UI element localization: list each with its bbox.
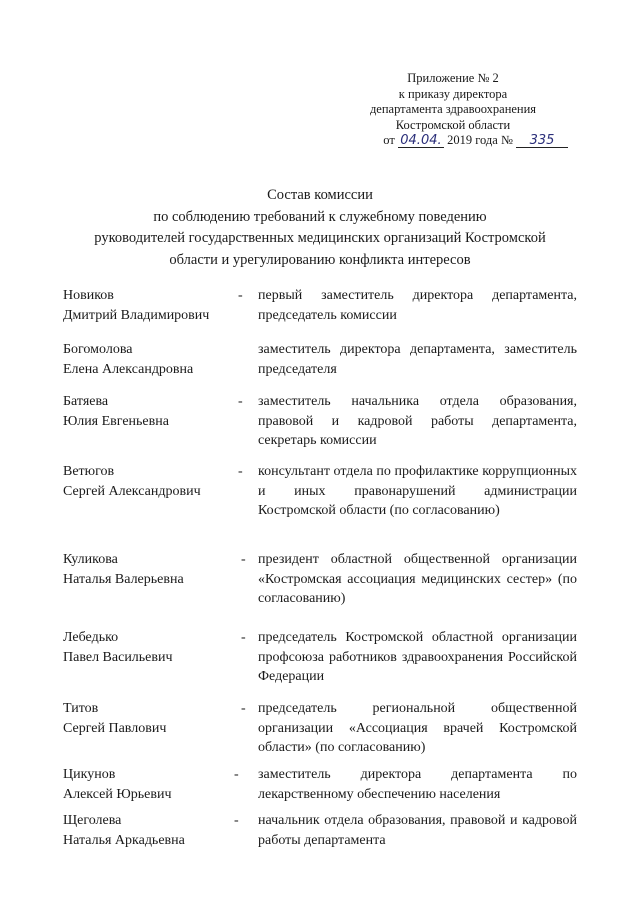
appendix-header	[348, 71, 558, 149]
member-role: председатель Костромской областной организации профсоюза работников здравоохранения Российской Федерации	[258, 630, 577, 684]
member-given-names: Дмитрий Владимирович	[63, 308, 210, 323]
title-line-4: области и урегулированию конфликта интересов	[169, 251, 471, 268]
title-line-3: руководителей государственных медицинских организаций Костромской	[94, 230, 546, 246]
member-dash: -	[238, 394, 243, 409]
date-prefix: от	[383, 133, 395, 147]
title-line-2: по соблюдению требований к служебному поведению	[153, 208, 487, 225]
member-given-names: Павел Васильевич	[63, 650, 173, 665]
member-name	[63, 550, 238, 590]
member-role: президент областной общественной организации «Костромская ассоциация медицинских сестер» (по согласованию)	[258, 552, 577, 606]
year-text: 2019 года №	[447, 133, 513, 147]
member-given-names: Сергей Павлович	[63, 721, 167, 736]
handwritten-date: 04.04.	[398, 134, 444, 148]
appendix-number: Приложение № 2	[407, 71, 499, 85]
member-surname: Щеголева	[63, 813, 122, 828]
member-dash: -	[241, 630, 246, 645]
member-dash: -	[241, 701, 246, 716]
member-dash: -	[238, 464, 243, 479]
member-given-names: Юлия Евгеньевна	[63, 414, 169, 429]
member-surname: Цикунов	[63, 767, 116, 782]
member-surname: Ветюгов	[63, 464, 115, 479]
member-name	[63, 462, 238, 502]
appendix-order-ref: к приказу директора	[398, 86, 508, 101]
member-role: консультант отдела по профилактике коррупционных и иных правонарушений администрации Костромской области (по согласованию)	[258, 464, 577, 518]
member-name	[63, 811, 238, 851]
member-role: заместитель директора департамента, заместитель председателя	[258, 342, 577, 377]
title-line-1: Состав комиссии	[267, 187, 373, 203]
member-surname: Богомолова	[63, 342, 133, 357]
member-name	[63, 699, 238, 739]
member-name	[63, 392, 238, 432]
document-title	[0, 185, 640, 271]
member-surname: Новиков	[63, 288, 114, 303]
member-dash: -	[241, 552, 246, 567]
member-surname: Лебедько	[63, 630, 119, 645]
member-surname: Батяева	[63, 394, 109, 409]
member-surname: Куликова	[63, 552, 118, 567]
member-dash: -	[234, 813, 239, 828]
member-name	[63, 628, 238, 668]
member-name	[63, 340, 238, 380]
order-date-line	[348, 133, 568, 149]
appendix-department: департамента здравоохранения	[369, 102, 537, 116]
member-surname: Титов	[63, 701, 99, 716]
member-role: заместитель директора департамента по лекарственному обеспечению населения	[258, 767, 577, 802]
member-name	[63, 286, 238, 326]
member-role: начальник отдела образования, правовой и кадровой работы департамента	[258, 813, 577, 848]
member-role: первый заместитель директора департамента, председатель комиссии	[258, 288, 577, 323]
member-given-names: Сергей Александрович	[63, 484, 201, 499]
member-given-names: Елена Александровна	[63, 362, 194, 377]
handwritten-order-number: 335	[516, 134, 568, 148]
appendix-region: Костромской области	[395, 117, 511, 132]
member-role: председатель региональной общественной организации «Ассоциация врачей Костромской области» (по согласованию)	[258, 701, 577, 755]
member-dash: -	[234, 767, 239, 782]
member-given-names: Наталья Валерьевна	[63, 572, 184, 587]
member-name	[63, 765, 238, 805]
member-given-names: Наталья Аркадьевна	[63, 833, 185, 848]
member-given-names: Алексей Юрьевич	[63, 787, 172, 802]
member-role: заместитель начальника отдела образования, правовой и кадровой работы департамента, секретарь комиссии	[258, 394, 577, 448]
member-dash: -	[238, 288, 243, 303]
